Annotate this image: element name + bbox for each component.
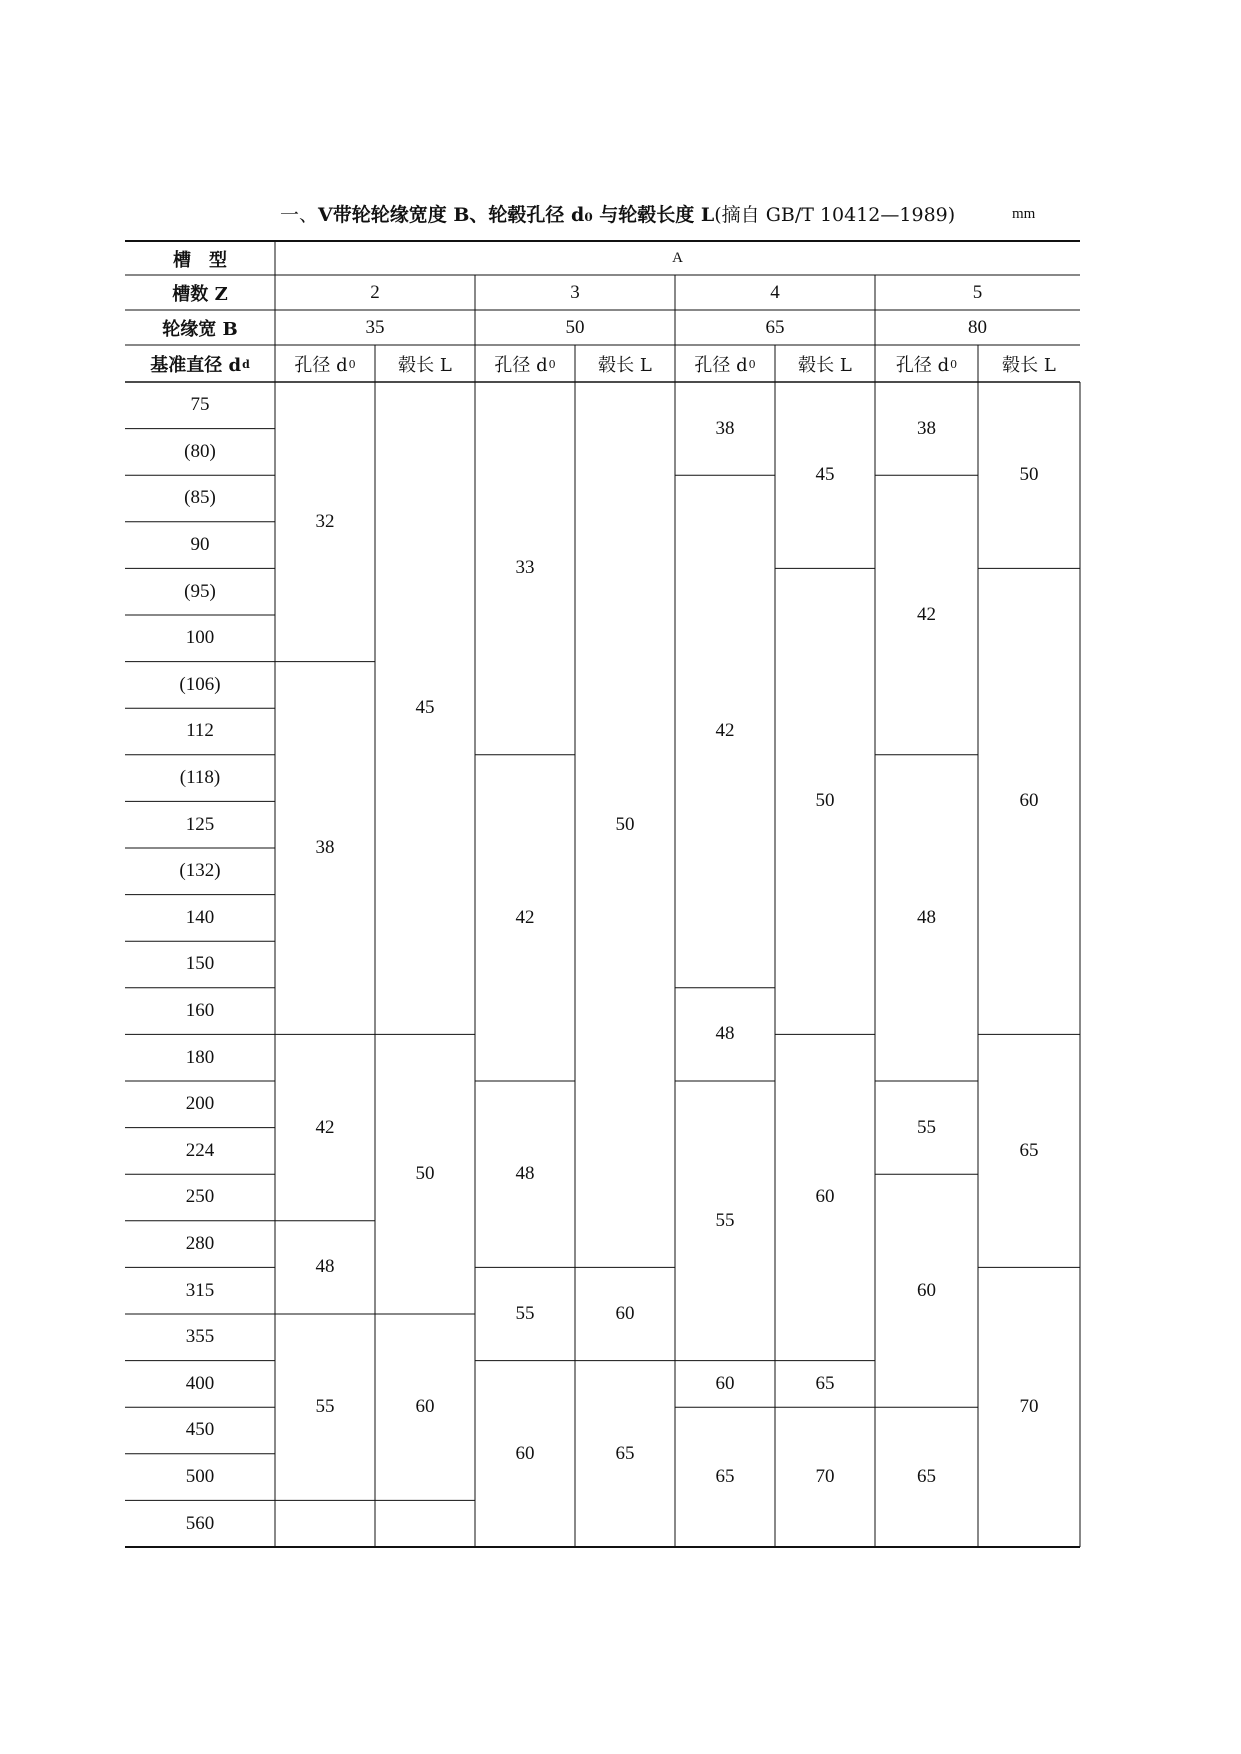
diameter-cell: 180 (185, 1046, 215, 1068)
bore-value-cell: 55 (515, 1302, 535, 1324)
bore-header-text: 孔径 d (895, 355, 950, 376)
title-main: V带轮轮缘宽度 B、轮毂孔径 d₀ 与轮毂长度 L (318, 204, 715, 226)
hub-value-cell: 50 (815, 790, 835, 812)
bore-value-cell: 38 (917, 417, 936, 439)
unit-label: mm (1012, 206, 1036, 222)
diameter-cell: 315 (185, 1279, 215, 1301)
bore-value-cell: 55 (315, 1396, 335, 1418)
bore-header-text: 孔径 d (294, 355, 348, 376)
bore-value-cell: 32 (315, 510, 335, 532)
bore-value-cell (275, 1500, 375, 1547)
group-b-1: 50 (565, 316, 585, 338)
bore-header-sub: 0 (950, 357, 958, 371)
diameter-cell: 112 (186, 720, 214, 742)
diameter-cell: 280 (185, 1233, 215, 1255)
groove-type-label: 槽 型 (173, 249, 227, 271)
bore-header-2 (675, 346, 775, 382)
rim-width-label: 轮缘宽 B (162, 318, 238, 340)
bore-value-cell: 65 (917, 1466, 936, 1488)
bore-header-3 (875, 346, 978, 382)
hub-value-cell: 60 (415, 1396, 435, 1418)
bore-header-sub: 0 (348, 357, 356, 371)
bore-value-cell: 42 (515, 906, 535, 928)
bore-value-cell: 38 (315, 836, 335, 858)
bore-value-cell: 60 (715, 1372, 735, 1394)
hub-header-2: 毂长 L (798, 355, 852, 376)
hub-value-cell: 60 (815, 1186, 835, 1208)
group-b-3: 80 (968, 316, 987, 338)
bore-header-1 (475, 346, 575, 382)
hub-value-cell: 60 (1019, 790, 1039, 812)
groove-type-value: A (672, 250, 683, 266)
group-z-0: 2 (370, 282, 380, 303)
diameter-cell: 90 (190, 534, 210, 556)
groove-count-label: 槽数 Z (172, 284, 228, 305)
hub-value-cell: 65 (815, 1372, 835, 1394)
diameter-cell: 140 (185, 906, 215, 928)
bore-header-sub: 0 (548, 357, 556, 371)
bore-value-cell: 48 (917, 906, 936, 928)
bore-value-cell: 42 (715, 720, 735, 742)
diameter-cell: 100 (185, 627, 215, 649)
group-z-3: 5 (972, 282, 983, 303)
hub-value-cell: 50 (615, 813, 635, 835)
ref-diameter-sub: d (242, 357, 250, 371)
diameter-cell: 560 (185, 1512, 215, 1534)
hub-value-cell: 60 (615, 1302, 635, 1324)
hub-value-cell: 50 (415, 1163, 435, 1185)
diameter-cell: (118) (179, 767, 221, 789)
hub-value-cell: 50 (1019, 464, 1039, 486)
bore-value-cell: 42 (315, 1116, 335, 1138)
group-b-2: 65 (765, 316, 785, 338)
bore-value-cell: 48 (715, 1023, 735, 1045)
bore-header-text: 孔径 d (694, 355, 748, 376)
diameter-cell: 125 (185, 813, 215, 835)
diameter-cell: 75 (190, 394, 210, 416)
bore-header-sub: 0 (748, 357, 756, 371)
bore-header-text: 孔径 d (494, 355, 548, 376)
diameter-cell: (106) (179, 673, 221, 695)
ref-diameter-text: 基准直径 d (150, 355, 242, 376)
diameter-cell: 450 (185, 1419, 215, 1441)
bore-value-cell: 55 (917, 1116, 936, 1138)
hub-value-cell: 45 (415, 697, 435, 719)
bore-value-cell: 33 (515, 557, 535, 579)
ref-diameter-label (125, 346, 275, 382)
hub-value-cell: 65 (1019, 1139, 1039, 1161)
diameter-cell: 500 (185, 1466, 215, 1488)
bore-value-cell: 48 (515, 1163, 535, 1185)
title-source: (摘自 GB/T 10412—1989) (714, 204, 956, 226)
hub-value-cell: 65 (615, 1442, 635, 1464)
bore-value-cell: 65 (715, 1466, 735, 1488)
group-z-1: 3 (570, 282, 580, 303)
group-z-2: 4 (770, 282, 780, 303)
diameter-cell: (85) (184, 487, 216, 509)
hub-value-cell: 45 (815, 464, 835, 486)
title-prefix: 一、 (280, 204, 319, 226)
bore-header-0 (275, 346, 375, 382)
bore-value-cell: 48 (315, 1256, 335, 1278)
group-b-0: 35 (365, 316, 385, 338)
diameter-cell: 200 (185, 1093, 215, 1115)
bore-value-cell: 60 (917, 1279, 936, 1301)
bore-value-cell: 60 (515, 1442, 535, 1464)
diameter-cell: 160 (185, 1000, 215, 1022)
hub-header-3: 毂长 L (1002, 355, 1056, 376)
diameter-cell: 355 (185, 1326, 215, 1348)
hub-value-cell: 70 (1019, 1396, 1039, 1418)
bore-value-cell: 55 (715, 1209, 735, 1231)
bore-value-cell: 38 (715, 417, 735, 439)
hub-value-cell (375, 1500, 475, 1547)
hub-header-0: 毂长 L (398, 355, 452, 376)
diameter-cell: (95) (184, 580, 216, 602)
diameter-cell: 250 (185, 1186, 215, 1208)
diameter-cell: (80) (184, 440, 216, 462)
hub-header-1: 毂长 L (598, 355, 652, 376)
diameter-cell: 150 (185, 953, 215, 975)
bore-value-cell: 42 (917, 603, 936, 625)
diameter-cell: 224 (185, 1139, 215, 1161)
diameter-cell: (132) (179, 860, 221, 882)
hub-value-cell: 70 (815, 1466, 835, 1488)
diameter-cell: 400 (185, 1372, 215, 1394)
